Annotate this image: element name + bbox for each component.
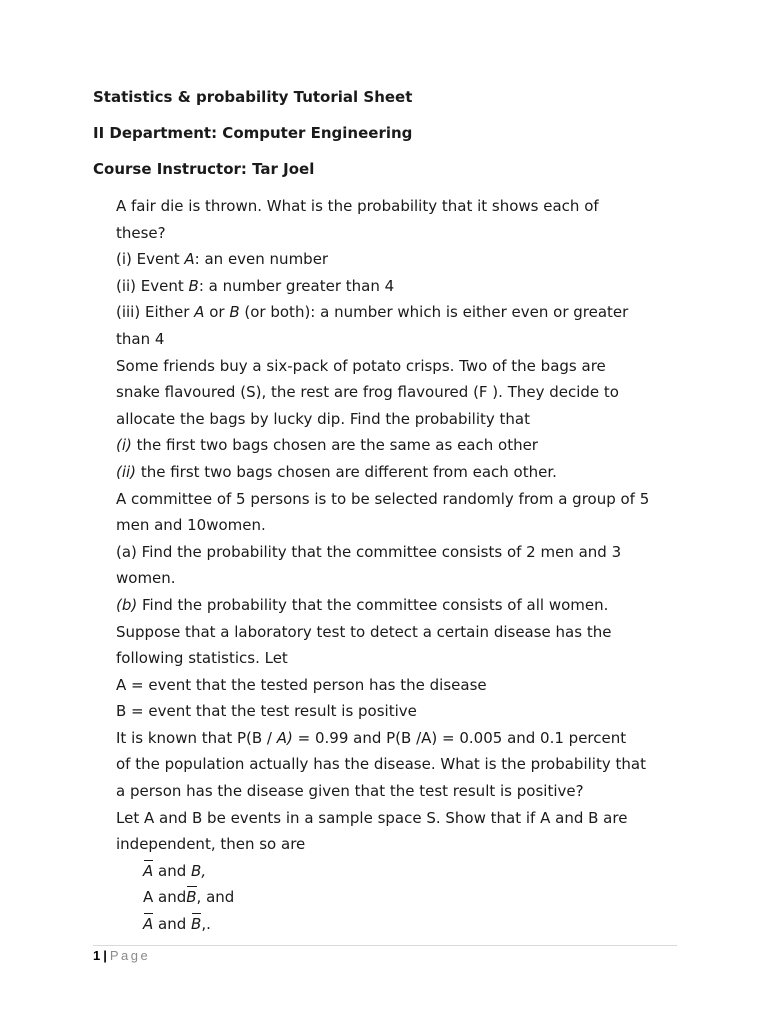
- q1-part-iii: (iii) Either A or B (or both): a number which is either even or greater: [116, 303, 629, 322]
- q4-line-6: of the population actually has the disease. What is the probability that: [116, 755, 646, 774]
- footer-separator: |: [103, 948, 107, 963]
- q3-part-a-line-2: women.: [116, 569, 176, 588]
- q5-line-1: Let A and B be events in a sample space S. Show that if A and B are: [116, 808, 628, 827]
- q3-part-b: (b) Find the probability that the committee consists of all women.: [116, 595, 609, 614]
- questions-body: [116, 193, 676, 938]
- q4-line-3: A = event that the tested person has the disease: [116, 675, 487, 694]
- instructor-line: Course Instructor: Tar Joel: [93, 160, 315, 178]
- q2-line-1: Some friends buy a six-pack of potato crisps. Two of the bags are: [116, 356, 606, 375]
- q5-statement-1: A and B,: [116, 858, 676, 885]
- q4-line-2: following statistics. Let: [116, 649, 288, 668]
- q3-line-2: men and 10women.: [116, 516, 266, 535]
- q4-line-5: It is known that P(B / A) = 0.99 and P(B /A) = 0.005 and 0.1 percent: [116, 728, 627, 747]
- a-complement-symbol: A: [143, 858, 153, 885]
- sheet-title: Statistics & probability Tutorial Sheet: [93, 88, 413, 106]
- q5-statement-3: A and B,.: [116, 911, 676, 938]
- footer-divider: [93, 945, 677, 946]
- page-number: 1: [93, 948, 101, 963]
- q1-line-6: than 4: [116, 329, 165, 348]
- q1-part-i: (i) Event A: an even number: [116, 250, 329, 269]
- b-complement-symbol: B: [186, 884, 196, 911]
- q5-statement-2: A andB, and: [116, 884, 676, 911]
- q3-line-1: A committee of 5 persons is to be selected randomly from a group of 5: [116, 489, 650, 508]
- q4-line-4: B = event that the test result is positive: [116, 702, 417, 721]
- q4-line-7: a person has the disease given that the test result is positive?: [116, 782, 584, 801]
- q5-line-2: independent, then so are: [116, 835, 306, 854]
- q2-line-3: allocate the bags by lucky dip. Find the probability that: [116, 409, 531, 428]
- b-complement-symbol: B: [191, 911, 201, 938]
- q4-line-1: Suppose that a laboratory test to detect a certain disease has the: [116, 622, 612, 641]
- page-label: Page: [109, 948, 151, 963]
- q1-line-1: A fair die is thrown. What is the probability that it shows each of: [116, 197, 599, 215]
- page-footer: [93, 948, 150, 964]
- a-complement-symbol: A: [143, 911, 153, 938]
- q2-line-2: snake flavoured (S), the rest are frog flavoured (F ). They decide to: [116, 383, 619, 402]
- q1-line-2: these?: [116, 223, 166, 242]
- q2-part-ii: (ii) the first two bags chosen are different from each other.: [116, 462, 557, 481]
- q1-part-ii: (ii) Event B: a number greater than 4: [116, 276, 395, 295]
- q3-part-a-line-1: (a) Find the probability that the committee consists of 2 men and 3: [116, 542, 622, 561]
- q2-part-i: (i) the first two bags chosen are the same as each other: [116, 436, 538, 455]
- department-line: II Department: Computer Engineering: [93, 124, 413, 142]
